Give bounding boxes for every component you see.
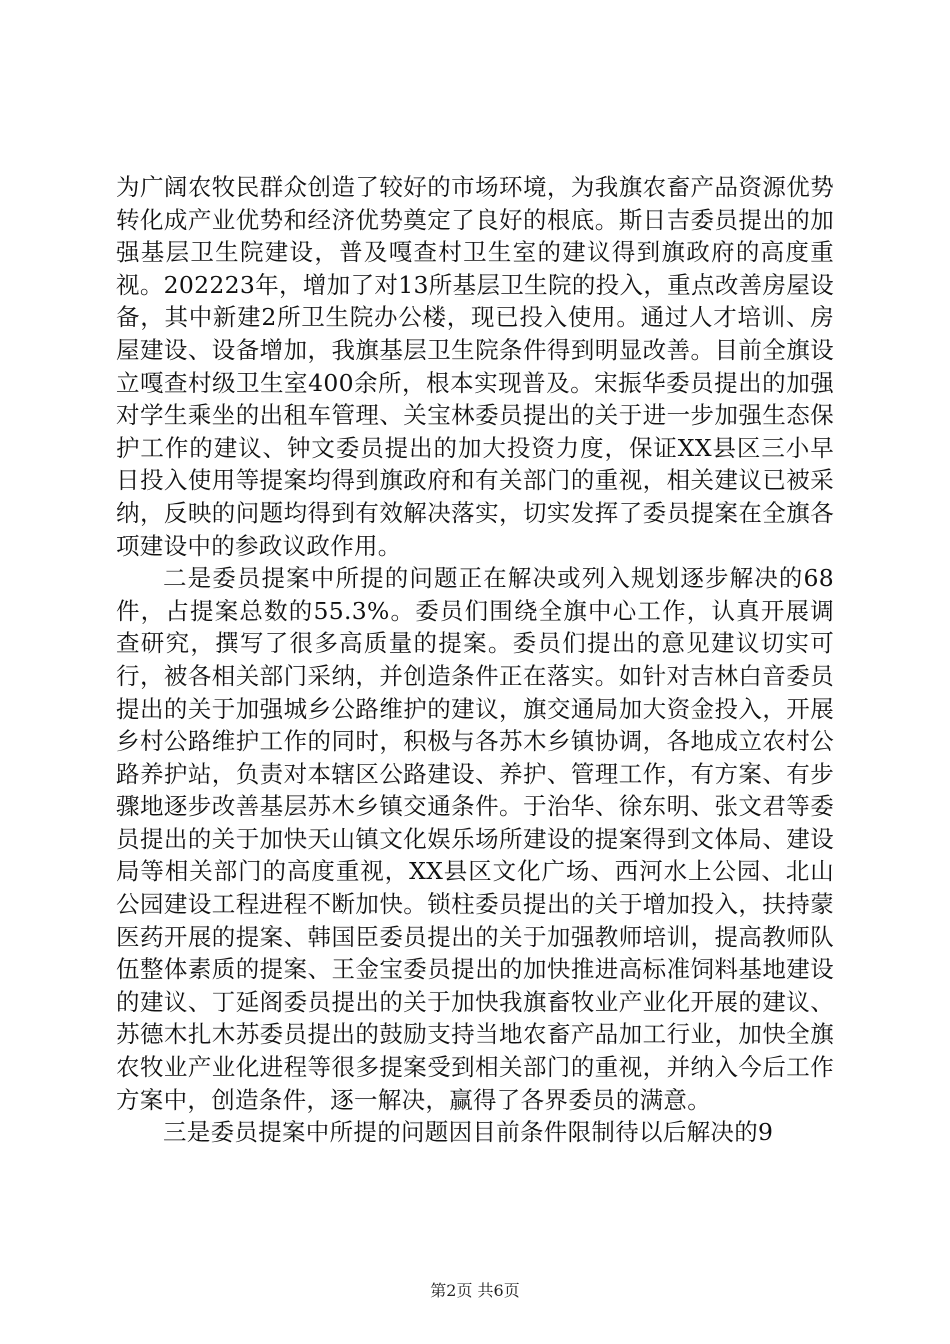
paragraph-2: 二是委员提案中所提的问题正在解决或列入规划逐步解决的68件，占提案总数的55.3%。委员们围绕全旗中心工作，认真开展调查研究，撰写了很多高质量的提案。委员们提出的意见建议切实可行，被各相关部门采纳，并创造条件正在落实。如针对吉林白音委员提出的关于加强城乡公路维护的建议，旗交通局加大资金投入，开展乡村公路维护工作的同时，积极与各苏木乡镇协调，各地成立农村公路养护站，负责对本辖区公路建设、养护、管理工作，有方案、有步骤地逐步改善基层苏木乡镇交通条件。于治华、徐东明、张文君等委员提出的关于加快天山镇文化娱乐场所建设的提案得到文体局、建设局等相关部门的高度重视，XX县区文化广场、西河水上公园、北山公园建设工程进程不断加快。锁柱委员提出的关于增加投入，扶持蒙医药开展的提案、韩国臣委员提出的关于加强教师培训，提高教师队伍整体素质的提案、王金宝委员提出的加快推进高标准饲料基地建设的建议、丁延阁委员提出的关于加快我旗畜牧业产业化开展的建议、苏德木扎木苏委员提出的鼓励支持当地农畜产品加工行业，加快全旗农牧业产业化进程等很多提案受到相关部门的重视，并纳入今后工作方案中，创造条件，逐一解决，赢得了各界委员的满意。 (116, 564, 834, 1114)
document-body (116, 171, 834, 1149)
page-number-footer: 第2页 共6页 (430, 1281, 520, 1300)
paragraph-3: 三是委员提案中所提的问题因目前条件限制待以后解决的9 (163, 1118, 774, 1147)
paragraph-1: 为广阔农牧民群众创造了较好的市场环境，为我旗农畜产品资源优势转化成产业优势和经济优势奠定了良好的根底。斯日吉委员提出的加强基层卫生院建设，普及嘎查村卫生室的建议得到旗政府的高度重视。202223年，增加了对13所基层卫生院的投入，重点改善房屋设备，其中新建2所卫生院办公楼，现已投入使用。通过人才培训、房屋建设、设备增加，我旗基层卫生院条件得到明显改善。目前全旗设立嘎查村级卫生室400余所，根本实现普及。宋振华委员提出的加强对学生乘坐的出租车管理、关宝林委员提出的关于进一步加强生态保护工作的建议、钟文委员提出的加大投资力度，保证XX县区三小早日投入使用等提案均得到旗政府和有关部门的重视，相关建议已被采纳，反映的问题均得到有效解决落实，切实发挥了委员提案在全旗各项建设中的参政议政作用。 (116, 173, 834, 560)
